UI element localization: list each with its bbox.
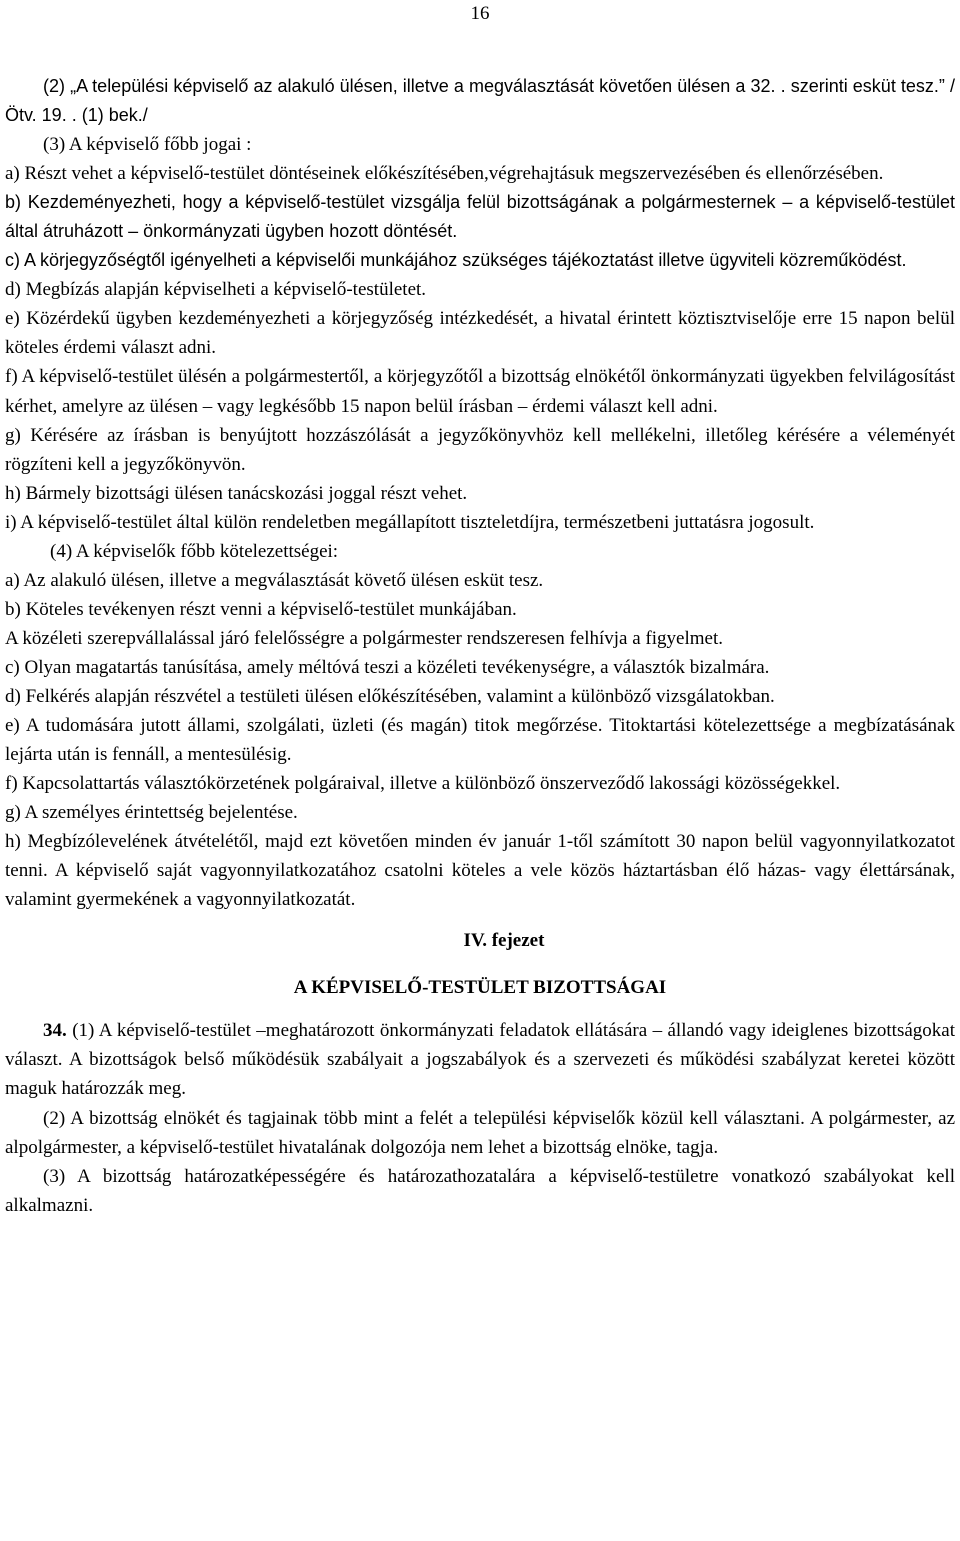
paragraph-p4b: b) Köteles tevékenyen részt venni a képviselő-testület munkájában. bbox=[5, 598, 517, 620]
paragraph-p3c: c) A körjegyzőségtől igényelheti a képviselői munkájához szükséges tájékoztatást illetve ügyviteli közreműködést. bbox=[5, 250, 907, 271]
paragraph-p4e: e) A tudomására jutott állami, szolgálati, üzleti (és magán) titok megőrzése. Titoktartási kötelezettsége a megbízatásának lejárta után is fennáll, a mentesülésig. bbox=[5, 715, 955, 766]
paragraph-p4a: a) Az alakuló ülésen, illetve a megválasztását követő ülésen esküt tesz. bbox=[5, 569, 544, 591]
section-paragraph-2: (2) A bizottság elnökét és tagjainak több mint a felét a települési képviselők közül kell választani. A polgármester, az alpolgármester, a képviselő-testület hivatalának dolgozója nem lehet a bizottság elnöke, tagja. bbox=[5, 1107, 955, 1158]
paragraph-p3h: h) Bármely bizottsági ülésen tanácskozási joggal részt vehet. bbox=[5, 482, 468, 504]
paragraph-p3: (3) A képviselő főbb jogai : bbox=[43, 134, 252, 156]
paragraph-p2: (2) „A települési képviselő az alakuló ülésen, illetve a megválasztását követően ülésen a 32. . szerinti esküt tesz.” /Ötv. 19. . (1) bek./ bbox=[5, 76, 955, 126]
paragraph-p3d: d) Megbízás alapján képviselheti a képviselő-testületet. bbox=[5, 279, 427, 301]
paragraph-p4g: g) A személyes érintettség bejelentése. bbox=[5, 802, 298, 824]
paragraph-p4d: d) Felkérés alapján részvétel a testületi ülésen előkészítésében, valamint a különböző vizsgálatokban. bbox=[5, 685, 775, 707]
paragraph-p4f: f) Kapcsolattartás választókörzetének polgáraival, illetve a különböző önszerveződő lakossági közösségekkel. bbox=[5, 773, 841, 795]
page-number: 16 bbox=[470, 3, 490, 24]
paragraph-p3i: i) A képviselő-testület által külön rendeletben megállapított tiszteletdíjra, természetbeni juttatásra jogosult. bbox=[5, 511, 815, 533]
section-paragraph-3: (3) A bizottság határozatképességére és határozathozatalára a képviselő-testületre vonatkozó szabályokat kell alkalmazni. bbox=[5, 1165, 955, 1216]
paragraph-p3a: a) Részt vehet a képviselő-testület döntéseinek előkészítésében,végrehajtásuk megszervezésében és ellenőrzésében. bbox=[5, 163, 884, 185]
document-body bbox=[5, 72, 955, 1220]
paragraph-p3g: g) Kérésére az írásban is benyújtott hozzászólását a jegyzőkönyvhöz kell mellékelni, illetőleg kérésére a véleményét rögzíteni kell a jegyzőkönyvön. bbox=[5, 424, 955, 475]
section-paragraph-1 bbox=[5, 1016, 955, 1103]
paragraph-p4: (4) A képviselők főbb kötelezettségei: bbox=[50, 540, 339, 562]
section-number: 34. bbox=[43, 1020, 67, 1042]
paragraph-p3f: f) A képviselő-testület ülésén a polgármestertől, a körjegyzőtől a bizottság elnökétől önkormányzati ügyekben felvilágosítást kérhet, amelyre az ülésen – vagy legkésőbb 15 napon belül írásban – érdemi választ kell adni. bbox=[5, 366, 955, 417]
paragraph-p3e: e) Közérdekű ügyben kezdeményezheti a körjegyzőség intézkedését, a hivatal érintett köztisztviselője erre 15 napon belül köteles érdemi választ adni. bbox=[5, 308, 955, 359]
paragraph-p3b: b) Kezdeményezheti, hogy a képviselő-testület vizsgálja felül bizottságának a polgármesternek – a képviselő-testület által átruházott – önkormányzati ügyben hozott döntését. bbox=[5, 192, 955, 242]
chapter-heading: IV. fejezet bbox=[463, 930, 545, 952]
paragraph-list bbox=[5, 72, 955, 914]
section-p1-text: (1) A képviselő-testület –meghatározott önkormányzati feladatok ellátására – állandó vagy ideiglenes bizottságokat választ. A bizottságok belső működésük szabályait a jogszabályok és a szervezeti és működési szabályzat keretei között maguk határozzák meg. bbox=[5, 1020, 955, 1100]
paragraph-p4h: h) Megbízólevelének átvételétől, majd ezt követően minden év január 1-től számított 30 napon belül vagyonnyilatkozatot tenni. A képviselő saját vagyonnyilatkozatához csatolni köteles a vele közös háztartásban élő házas- vagy élettársának, valamint gyermekének a vagyonnyilatkozatát. bbox=[5, 831, 955, 911]
chapter-title: A KÉPVISELŐ-TESTÜLET BIZOTTSÁGAI bbox=[293, 977, 667, 999]
paragraph-p4c: c) Olyan magatartás tanúsítása, amely méltóvá teszi a közéleti tevékenységre, a választók bizalmára. bbox=[5, 656, 770, 678]
paragraph-p4b2: A közéleti szerepvállalással járó felelősségre a polgármester rendszeresen felhívja a figyelmet. bbox=[5, 627, 723, 649]
